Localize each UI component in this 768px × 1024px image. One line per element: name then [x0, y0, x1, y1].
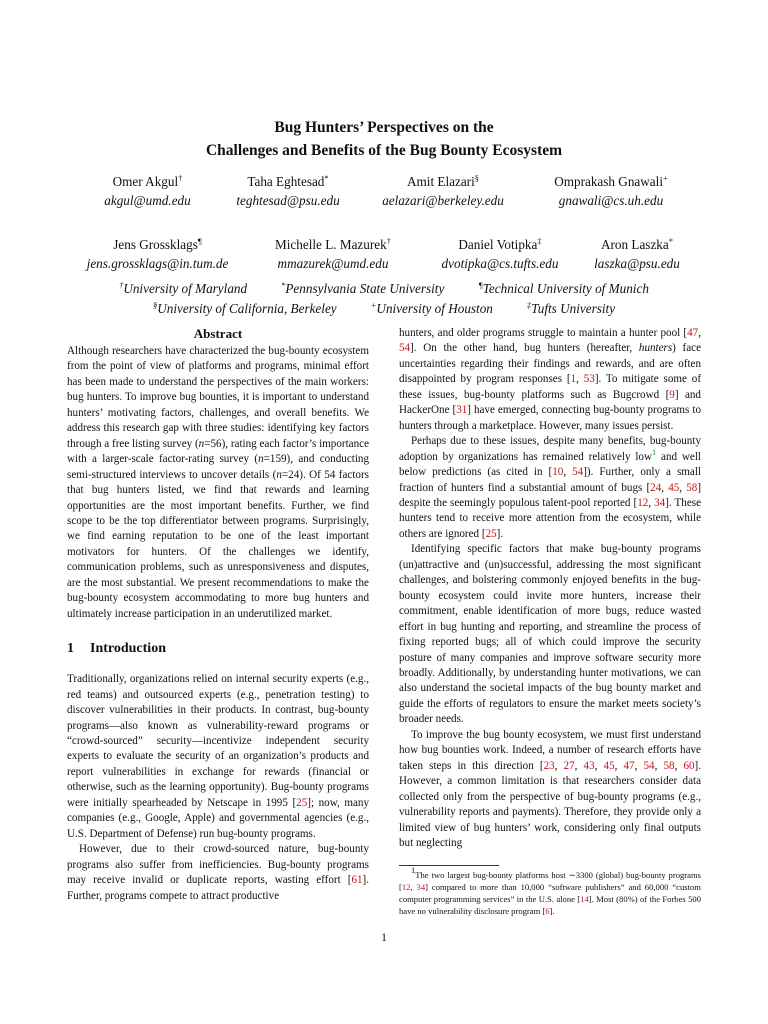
- citation-link[interactable]: 58: [663, 759, 675, 772]
- author-mark: *: [668, 236, 673, 246]
- author-mark: *: [324, 173, 329, 183]
- citation-link[interactable]: 34: [416, 882, 426, 893]
- author-mark: ¶: [197, 236, 202, 246]
- citation-link[interactable]: 9: [669, 388, 675, 401]
- author-email: laszka@psu.edu: [594, 256, 680, 271]
- author-name: Omprakash Gnawali: [554, 174, 663, 189]
- title-line-2: Challenges and Benefits of the Bug Bounty Ecosystem: [205, 142, 563, 159]
- citation-link[interactable]: 45: [668, 481, 680, 494]
- author-email: mmazurek@umd.edu: [277, 256, 389, 271]
- author-email: akgul@umd.edu: [104, 193, 191, 208]
- author-block: [70, 235, 245, 273]
- section-title: Introduction: [90, 641, 166, 657]
- affiliation-mark: *: [281, 280, 286, 290]
- abstract-heading: Abstract: [193, 326, 243, 341]
- citation-link[interactable]: 45: [603, 759, 615, 772]
- citation-link[interactable]: 47: [687, 327, 699, 339]
- author-block: [258, 235, 408, 273]
- affiliation: Technical University of Munich: [482, 281, 649, 296]
- author-mark: ‡: [537, 236, 542, 246]
- intro-paragraph: However, due to their crowd-sourced nature, bug-bounty programs also suffer from inefficiencies. Bug-bounty programs may receive invalid or duplicate reports, wasting effort [61]. Further, programs compete to attract productive: [67, 843, 369, 902]
- citation-link[interactable]: 10: [552, 466, 564, 479]
- affiliation: University of Maryland: [123, 281, 248, 296]
- left-column: [67, 326, 369, 904]
- affiliation-mark: †: [119, 280, 124, 290]
- body-paragraph: Identifying specific factors that make bug-bounty programs (un)attractive and (un)successful, addressing the most significant challenges, and bolstering commonly enjoyed benefits in the bug-bounty ecosystem could invite more hunters, increase their commitment, enable identification of more bugs, reduce wasted effort in bug hunting and reporting, and streamline the process of fixing reported bugs; all of which could improve the security posture of many companies and improve software security more broadly. Additionally, by understanding hunter motivations, we can also understand the societal impacts of the bug bounty market and guide the efforts of regulators to ensure the market meets society’s broader needs.: [399, 543, 701, 726]
- author-name: Aron Laszka: [601, 237, 669, 252]
- body-paragraph: hunters, and older programs struggle to maintain a hunter pool [47, 54]. On the other hand, bug hunters (hereafter, hunters) face uncertainties regarding their findings and rewards, and are often disappointed by program responses [1, 53]. To mitigate some of these issues, bug-bounty platforms such as Bugcrowd [9] and HackerOne [31] have emerged, connecting bug-bounty programs to hunters through a marketplace. However, many issues persist.: [399, 327, 702, 432]
- author-email: dvotipka@cs.tufts.edu: [441, 256, 559, 271]
- author-block: [582, 235, 692, 273]
- affiliations-line-1: [0, 279, 768, 298]
- author-name: Amit Elazari: [407, 174, 475, 189]
- body-paragraph: Perhaps due to these issues, despite many benefits, bug-bounty adoption by organizations has remained relatively low$^1$ and well below predictions (as cited in [10, 54]). Further, only a small fraction of hunters find a substantial amount of bugs [24, 45, 58] despite the seemingly populous talent-pool reported [12, 34]. These hunters tend to receive more attention from the ecosystem, while others are ignored [25].: [399, 435, 702, 540]
- citation-link[interactable]: 31: [456, 404, 468, 417]
- author-mark: +: [662, 173, 668, 183]
- affiliation: University of California, Berkeley: [157, 301, 337, 316]
- citation-link[interactable]: 34: [654, 496, 666, 509]
- author-block: [85, 172, 210, 210]
- author-email: teghtesad@psu.edu: [236, 193, 340, 208]
- author-mark: §: [474, 173, 479, 183]
- affiliation: Tufts University: [531, 301, 616, 316]
- author-email: jens.grossklags@in.tum.de: [86, 256, 229, 271]
- citation-link[interactable]: 43: [583, 759, 595, 772]
- author-name: Michelle L. Mazurek: [275, 237, 387, 252]
- footnote-mark: 1: [411, 865, 416, 876]
- title-line-1: Bug Hunters’ Perspectives on the: [274, 119, 494, 136]
- author-block: [218, 172, 358, 210]
- citation-link[interactable]: 12: [401, 882, 411, 893]
- citation-link[interactable]: 6: [545, 905, 550, 916]
- author-block: [425, 235, 575, 273]
- citation-link[interactable]: 27: [563, 759, 575, 772]
- citation-link[interactable]: 12: [637, 496, 649, 509]
- citation-link[interactable]: 14: [580, 893, 589, 904]
- section-heading: [67, 640, 369, 658]
- section-number: 1: [67, 641, 74, 657]
- footnote-link[interactable]: 1: [651, 446, 657, 457]
- author-name: Omer Akgul: [112, 174, 179, 189]
- paper-title: [0, 116, 768, 162]
- affiliations-line-2: [0, 299, 768, 318]
- intro-paragraph: Traditionally, organizations relied on internal security experts (e.g., red teams) and outsourced experts (e.g., penetration testing) to discover vulnerabilities in their products. In contrast, bug-bounty programs—also known as vulnerability-reward programs or “crowd-sourced” security—incentivize independent security experts to evaluate the security of an organization’s products and report vulnerabilities in exchange for rewards (financial or otherwise, such as the learning opportunity). Bug-bounty programs were initially spearheaded by Netscape in 1995 [25]; now, many companies (e.g., Google, Apple) and governmental agencies (e.g., U.S. Department of Defense) run bug-bounty programs.: [67, 673, 369, 840]
- citation-link[interactable]: 54: [572, 466, 584, 479]
- author-mark: †: [178, 173, 183, 183]
- affiliation-mark: §: [152, 300, 158, 310]
- author-name: Jens Grossklags: [113, 237, 198, 252]
- footnote: $^1$The two largest bug-bounty platforms host ∼3300 (global) bug-bounty programs [12, 34] compared to more than 10,000 “software publishers” and 60,000 “custom computer programming services” in the U.S. alone [14]. Most (80%) of the Forbes 500 have no vulnerability disclosure program [6].: [399, 865, 702, 916]
- affiliation-mark: +: [370, 300, 377, 310]
- author-email: gnawali@cs.uh.edu: [558, 193, 664, 208]
- author-block: [368, 172, 518, 210]
- author-email: aelazari@berkeley.edu: [382, 193, 504, 208]
- affiliation: Pennsylvania State University: [285, 281, 445, 296]
- citation-link[interactable]: 23: [543, 759, 555, 772]
- right-column: [399, 326, 701, 917]
- citation-link[interactable]: 25: [296, 796, 308, 809]
- citation-link[interactable]: 25: [485, 527, 497, 540]
- citation-link[interactable]: 58: [686, 481, 698, 494]
- citation-link[interactable]: 54: [399, 342, 411, 355]
- affiliation-mark: ¶: [478, 280, 483, 290]
- citation-link[interactable]: 24: [650, 481, 662, 494]
- author-block: [536, 172, 686, 210]
- body-paragraph: To improve the bug bounty ecosystem, we must first understand how bug bounties work. Indeed, a number of research efforts have taken steps in this direction [23, 27, 43, 45, 47, 54, 58, 60]. However, a common limitation is that researchers consider data collected only from the perspective of bug-bounty programs (e.g., vulnerability reports and payments). Therefore, they provide only a limited view of bug hunters’ work, considering only final outputs but neglecting: [399, 728, 702, 849]
- author-name: Daniel Votipka: [458, 237, 538, 252]
- affiliation: University of Houston: [376, 301, 493, 316]
- affiliation-mark: ‡: [526, 300, 532, 310]
- abstract-text: Although researchers have characterized the bug-bounty ecosystem from the point of view of platforms and programs, minimal effort has been made to understand the perspectives of the main workers: bug hunters. To improve bug bounties, it is important to understand hunters’ motivating factors, challenges, and overall benefits. We address this research gap with three studies: identifying key factors through a free listing survey (n=56), rating each factor’s importance with a larger-scale factor-rating survey (n=159), and conducting semi-structured interviews to uncover details (n=24). Of 54 factors that bug hunters listed, we find that rewards and learning opportunities are the most important benefits. Further, we find scope to be the top differentiator between programs. Surprisingly, we find earning reputation to be one of the least important motivators for hunters. Of the challenges we identify, communication problems, such as unresponsiveness and disputes, are the most substantial. We present recommendations to make the bug-bounty ecosystem accommodating to more bug hunters and ultimately increase participation in an underutilized market.: [67, 345, 369, 620]
- page-number: 1: [381, 932, 387, 944]
- citation-link[interactable]: 54: [643, 759, 655, 772]
- citation-link[interactable]: 60: [683, 759, 695, 772]
- citation-link[interactable]: 53: [583, 373, 595, 386]
- citation-link[interactable]: 61: [351, 874, 363, 887]
- author-name: Taha Eghtesad: [247, 174, 325, 189]
- citation-link[interactable]: 1: [570, 373, 577, 386]
- author-mark: †: [386, 236, 391, 246]
- citation-link[interactable]: 47: [623, 759, 635, 772]
